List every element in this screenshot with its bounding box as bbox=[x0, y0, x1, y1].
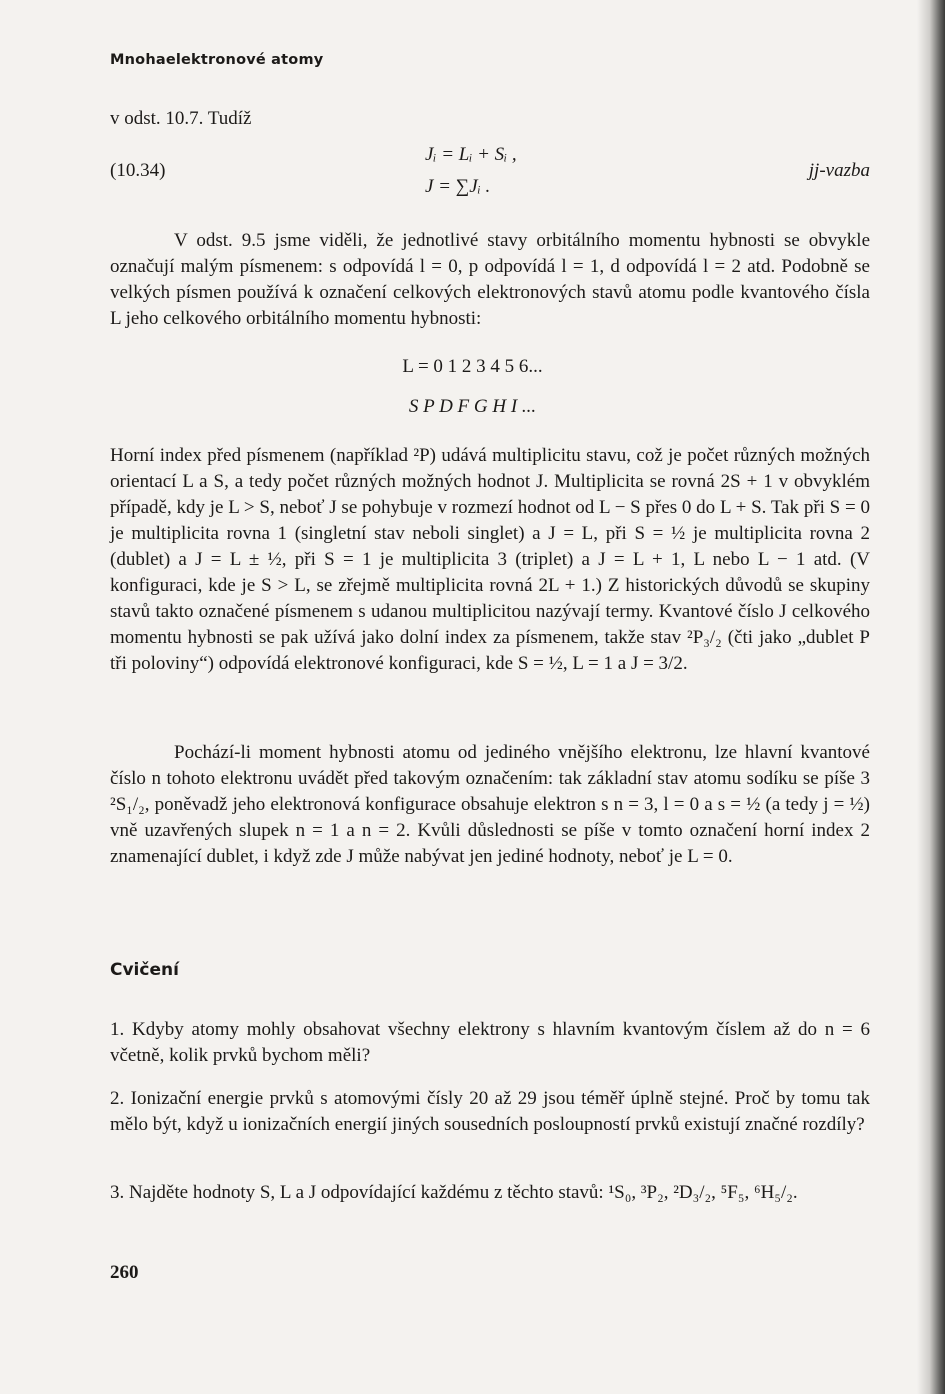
equation-line-1: Jᵢ = Lᵢ + Sᵢ , bbox=[425, 144, 517, 165]
term-letters-row: S P D F G H I ... bbox=[408, 396, 537, 417]
equation-label: jj-vazba bbox=[808, 160, 870, 181]
l-values-row: L = 0 1 2 3 4 5 6... bbox=[402, 356, 543, 377]
equation-10-34 bbox=[110, 138, 870, 208]
equation-line-2: J = ∑Jᵢ . bbox=[425, 176, 491, 197]
exercise-3: 3. Najděte hodnoty S, L a J odpovídající každému z těchto stavů: ¹S₀, ³P₂, ²D₃/₂, ⁵F₅, ⁶H₅/₂. bbox=[110, 1182, 798, 1203]
paragraph-sodium: Pochází-li moment hybnosti atomu od jediného vnějšího elektronu, lze hlavní kvantové číslo n tohoto elektronu uvádět před takovým označením: tak základní stav atomu sodíku se píše 3 ²S₁/₂, poněvadž jeho elektronová konfigurace obsahuje elektron s n = 3, l = 0 a s = ½ (a tedy j = ½) vně uzavřených slupek n = 1 a n = 2. Kvůli důslednosti se píše v tomto označení horní index 2 znamenající dublet, i když zde J může nabývat jen jediné hodnoty, neboť je L = 0. bbox=[110, 742, 870, 867]
page-edge-shadow bbox=[917, 0, 945, 1394]
running-head: Mnohaelektronové atomy bbox=[110, 52, 324, 68]
page-number: 260 bbox=[110, 1262, 139, 1283]
paragraph-orbital-states: V odst. 9.5 jsme viděli, že jednotlivé stavy orbitálního momentu hybnosti se obvykle označují malým písmenem: s odpovídá l = 0, p odpovídá l = 1, d odpovídá l = 2 atd. Podobně se velkých písmen používá k označení celkových elektronových stavů atomu podle kvantového čísla L jeho celkového orbitálního momentu hybnosti: bbox=[110, 230, 870, 329]
intro-line: v odst. 10.7. Tudíž bbox=[110, 108, 252, 129]
equation-number: (10.34) bbox=[110, 160, 166, 181]
paragraph-multiplicity: Horní index před písmenem (například ²P) udává multiplicitu stavu, což je počet různých možných orientací L a S, a tedy počet různých možných hodnot J. Multiplicita se rovná 2S + 1 v obvyklém případě, kdy je L > S, neboť J se pohybuje v rozmezí hodnot od L − S přes 0 do L + S. Tak při S = 0 je multiplicita rovna 1 (singletní stav neboli singlet) a J = L, při S = ½ je multiplicita rovna 2 (dublet) a J = L ± ½, při S = 1 je multiplicita 3 (triplet) a J = L + 1, L nebo L − 1 atd. (V konfiguraci, kde je S > L, se zřejmě multiplicita rovná 2L + 1.) Z historických důvodů se skupiny stavů takto označené písmenem s udanou multiplicitou nazývají termy. Kvantové číslo J celkového momentu hybnosti se pak užívá jako dolní index za písmenem, takže stav ²P₃/₂ (čti jako „dublet P tři poloviny“) odpovídá elektronové konfiguraci, kde S = ½, L = 1 a J = 3/2. bbox=[110, 445, 870, 674]
exercise-1: 1. Kdyby atomy mohly obsahovat všechny elektrony s hlavním kvantovým číslem až do n = 6 včetně, kolik prvků bychom měli? bbox=[110, 1019, 870, 1066]
exercise-2: 2. Ionizační energie prvků s atomovými čísly 20 až 29 jsou téměř úplně stejné. Proč by tomu tak mělo být, když u ionizačních energií jiných sousedních posloupností prvků existují značné rozdíly? bbox=[110, 1088, 870, 1135]
exercises-heading: Cvičení bbox=[110, 960, 179, 980]
